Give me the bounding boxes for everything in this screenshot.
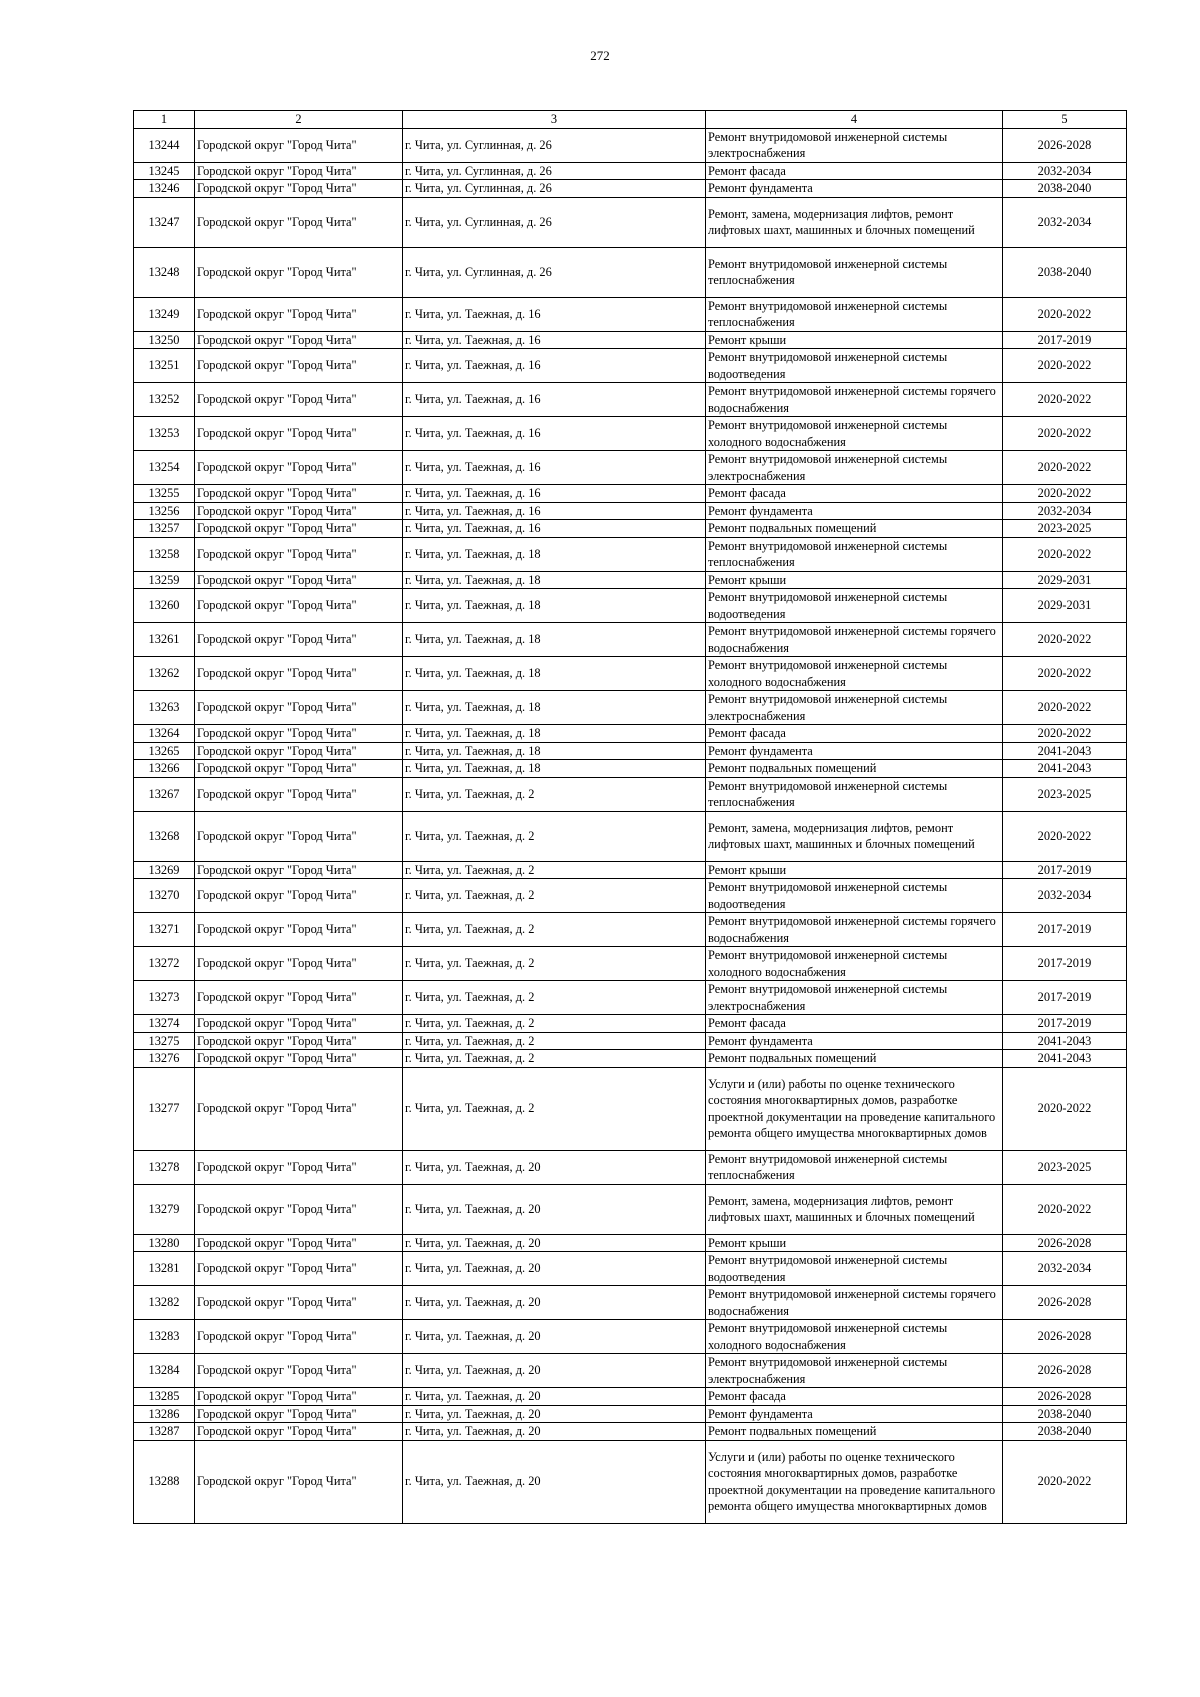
address-cell: г. Чита, ул. Таежная, д. 2 [403, 1067, 706, 1150]
work-type-cell: Ремонт крыши [706, 1234, 1003, 1252]
row-number-cell: 13278 [134, 1150, 195, 1184]
period-cell: 2020-2022 [1003, 657, 1127, 691]
column-header-2: 2 [195, 111, 403, 129]
row-number-cell: 13271 [134, 913, 195, 947]
work-type-cell: Ремонт внутридомовой инженерной системы водоотведения [706, 589, 1003, 623]
address-cell: г. Чита, ул. Таежная, д. 16 [403, 331, 706, 349]
table-row [134, 913, 1127, 947]
municipality-cell: Городской округ "Город Чита" [195, 571, 403, 589]
work-type-cell: Услуги и (или) работы по оценке технического состояния многоквартирных домов, разработке проектной документации на проведение капитального ремонта общего имущества многоквартирных домов [706, 1067, 1003, 1150]
table-row [134, 981, 1127, 1015]
address-cell: г. Чита, ул. Таежная, д. 18 [403, 571, 706, 589]
row-number-cell: 13252 [134, 383, 195, 417]
work-type-cell: Ремонт фундамента [706, 1032, 1003, 1050]
work-type-cell: Ремонт внутридомовой инженерной системы теплоснабжения [706, 777, 1003, 811]
table-row [134, 128, 1127, 162]
row-number-cell: 13245 [134, 162, 195, 180]
period-cell: 2020-2022 [1003, 691, 1127, 725]
address-cell: г. Чита, ул. Суглинная, д. 26 [403, 247, 706, 297]
municipality-cell: Городской округ "Город Чита" [195, 861, 403, 879]
table-row [134, 247, 1127, 297]
table-row [134, 1032, 1127, 1050]
period-cell: 2041-2043 [1003, 1050, 1127, 1068]
work-type-cell: Ремонт внутридомовой инженерной системы теплоснабжения [706, 247, 1003, 297]
row-number-cell: 13266 [134, 760, 195, 778]
municipality-cell: Городской округ "Город Чита" [195, 502, 403, 520]
work-type-cell: Ремонт фасада [706, 162, 1003, 180]
row-number-cell: 13261 [134, 623, 195, 657]
table-row [134, 1234, 1127, 1252]
row-number-cell: 13286 [134, 1405, 195, 1423]
table-row [134, 1252, 1127, 1286]
row-number-cell: 13264 [134, 725, 195, 743]
address-cell: г. Чита, ул. Таежная, д. 16 [403, 520, 706, 538]
work-type-cell: Ремонт внутридомовой инженерной системы водоотведения [706, 1252, 1003, 1286]
period-cell: 2020-2022 [1003, 725, 1127, 743]
municipality-cell: Городской округ "Город Чита" [195, 1234, 403, 1252]
period-cell: 2029-2031 [1003, 589, 1127, 623]
address-cell: г. Чита, ул. Таежная, д. 20 [403, 1286, 706, 1320]
period-cell: 2023-2025 [1003, 1150, 1127, 1184]
municipality-cell: Городской округ "Город Чита" [195, 417, 403, 451]
table-row [134, 1184, 1127, 1234]
period-cell: 2041-2043 [1003, 1032, 1127, 1050]
work-type-cell: Ремонт фундамента [706, 742, 1003, 760]
period-cell: 2026-2028 [1003, 1354, 1127, 1388]
work-type-cell: Ремонт внутридомовой инженерной системы теплоснабжения [706, 1150, 1003, 1184]
row-number-cell: 13267 [134, 777, 195, 811]
table-row [134, 485, 1127, 503]
municipality-cell: Городской округ "Город Чита" [195, 742, 403, 760]
work-type-cell: Ремонт внутридомовой инженерной системы электроснабжения [706, 1354, 1003, 1388]
address-cell: г. Чита, ул. Таежная, д. 18 [403, 760, 706, 778]
period-cell: 2023-2025 [1003, 520, 1127, 538]
table-row [134, 811, 1127, 861]
period-cell: 2020-2022 [1003, 1184, 1127, 1234]
address-cell: г. Чита, ул. Таежная, д. 2 [403, 1015, 706, 1033]
period-cell: 2032-2034 [1003, 162, 1127, 180]
municipality-cell: Городской округ "Город Чита" [195, 1388, 403, 1406]
work-type-cell: Ремонт внутридомовой инженерной системы холодного водоснабжения [706, 1320, 1003, 1354]
row-number-cell: 13279 [134, 1184, 195, 1234]
work-type-cell: Ремонт внутридомовой инженерной системы электроснабжения [706, 451, 1003, 485]
address-cell: г. Чита, ул. Таежная, д. 20 [403, 1320, 706, 1354]
municipality-cell: Городской округ "Город Чита" [195, 1252, 403, 1286]
period-cell: 2041-2043 [1003, 760, 1127, 778]
row-number-cell: 13251 [134, 349, 195, 383]
table-row [134, 180, 1127, 198]
work-type-cell: Ремонт фасада [706, 485, 1003, 503]
table-row [134, 383, 1127, 417]
period-cell: 2017-2019 [1003, 913, 1127, 947]
row-number-cell: 13283 [134, 1320, 195, 1354]
address-cell: г. Чита, ул. Таежная, д. 18 [403, 623, 706, 657]
period-cell: 2038-2040 [1003, 247, 1127, 297]
row-number-cell: 13256 [134, 502, 195, 520]
work-type-cell: Ремонт подвальных помещений [706, 1423, 1003, 1441]
row-number-cell: 13288 [134, 1440, 195, 1523]
period-cell: 2041-2043 [1003, 742, 1127, 760]
period-cell: 2017-2019 [1003, 947, 1127, 981]
address-cell: г. Чита, ул. Таежная, д. 2 [403, 811, 706, 861]
table-row [134, 197, 1127, 247]
work-type-cell: Ремонт фасада [706, 1388, 1003, 1406]
address-cell: г. Чита, ул. Таежная, д. 20 [403, 1252, 706, 1286]
table-row [134, 777, 1127, 811]
work-type-cell: Ремонт внутридомовой инженерной системы теплоснабжения [706, 297, 1003, 331]
row-number-cell: 13255 [134, 485, 195, 503]
municipality-cell: Городской округ "Город Чита" [195, 180, 403, 198]
period-cell: 2020-2022 [1003, 349, 1127, 383]
address-cell: г. Чита, ул. Таежная, д. 18 [403, 589, 706, 623]
address-cell: г. Чита, ул. Таежная, д. 16 [403, 297, 706, 331]
municipality-cell: Городской округ "Город Чита" [195, 297, 403, 331]
period-cell: 2020-2022 [1003, 623, 1127, 657]
municipality-cell: Городской округ "Город Чита" [195, 247, 403, 297]
page-number: 272 [590, 48, 610, 63]
address-cell: г. Чита, ул. Таежная, д. 20 [403, 1388, 706, 1406]
row-number-cell: 13248 [134, 247, 195, 297]
table-row [134, 331, 1127, 349]
period-cell: 2026-2028 [1003, 1234, 1127, 1252]
table-row [134, 1050, 1127, 1068]
municipality-cell: Городской округ "Город Чита" [195, 1423, 403, 1441]
address-cell: г. Чита, ул. Таежная, д. 18 [403, 537, 706, 571]
municipality-cell: Городской округ "Город Чита" [195, 913, 403, 947]
table-row [134, 947, 1127, 981]
address-cell: г. Чита, ул. Таежная, д. 20 [403, 1440, 706, 1523]
table-row [134, 623, 1127, 657]
municipality-cell: Городской округ "Город Чита" [195, 691, 403, 725]
municipality-cell: Городской округ "Город Чита" [195, 657, 403, 691]
row-number-cell: 13263 [134, 691, 195, 725]
address-cell: г. Чита, ул. Таежная, д. 16 [403, 417, 706, 451]
row-number-cell: 13254 [134, 451, 195, 485]
address-cell: г. Чита, ул. Суглинная, д. 26 [403, 128, 706, 162]
table-row [134, 879, 1127, 913]
table-row [134, 589, 1127, 623]
address-cell: г. Чита, ул. Таежная, д. 16 [403, 485, 706, 503]
work-type-cell: Ремонт фасада [706, 1015, 1003, 1033]
period-cell: 2017-2019 [1003, 981, 1127, 1015]
table-row [134, 691, 1127, 725]
address-cell: г. Чита, ул. Таежная, д. 20 [403, 1184, 706, 1234]
municipality-cell: Городской округ "Город Чита" [195, 520, 403, 538]
row-number-cell: 13250 [134, 331, 195, 349]
row-number-cell: 13275 [134, 1032, 195, 1050]
table-row [134, 417, 1127, 451]
period-cell: 2026-2028 [1003, 1286, 1127, 1320]
work-type-cell: Ремонт, замена, модернизация лифтов, ремонт лифтовых шахт, машинных и блочных помещений [706, 1184, 1003, 1234]
row-number-cell: 13272 [134, 947, 195, 981]
work-type-cell: Ремонт внутридомовой инженерной системы электроснабжения [706, 691, 1003, 725]
municipality-cell: Городской округ "Город Чита" [195, 451, 403, 485]
period-cell: 2038-2040 [1003, 1423, 1127, 1441]
table-row [134, 1320, 1127, 1354]
address-cell: г. Чита, ул. Таежная, д. 16 [403, 349, 706, 383]
period-cell: 2026-2028 [1003, 1388, 1127, 1406]
address-cell: г. Чита, ул. Таежная, д. 20 [403, 1234, 706, 1252]
address-cell: г. Чита, ул. Таежная, д. 2 [403, 981, 706, 1015]
municipality-cell: Городской округ "Город Чита" [195, 128, 403, 162]
work-type-cell: Ремонт, замена, модернизация лифтов, ремонт лифтовых шахт, машинных и блочных помещений [706, 197, 1003, 247]
municipality-cell: Городской округ "Город Чита" [195, 197, 403, 247]
address-cell: г. Чита, ул. Таежная, д. 16 [403, 451, 706, 485]
work-type-cell: Ремонт подвальных помещений [706, 1050, 1003, 1068]
municipality-cell: Городской округ "Город Чита" [195, 537, 403, 571]
column-header-1: 1 [134, 111, 195, 129]
municipality-cell: Городской округ "Город Чита" [195, 777, 403, 811]
period-cell: 2017-2019 [1003, 861, 1127, 879]
municipality-cell: Городской округ "Город Чита" [195, 1150, 403, 1184]
address-cell: г. Чита, ул. Таежная, д. 18 [403, 725, 706, 743]
table-row [134, 1388, 1127, 1406]
work-type-cell: Ремонт фундамента [706, 502, 1003, 520]
column-number-row [134, 111, 1127, 129]
work-type-cell: Ремонт внутридомовой инженерной системы холодного водоснабжения [706, 947, 1003, 981]
municipality-cell: Городской округ "Город Чита" [195, 1032, 403, 1050]
row-number-cell: 13277 [134, 1067, 195, 1150]
row-number-cell: 13265 [134, 742, 195, 760]
municipality-cell: Городской округ "Город Чита" [195, 1067, 403, 1150]
work-type-cell: Ремонт фасада [706, 725, 1003, 743]
table-row [134, 451, 1127, 485]
period-cell: 2029-2031 [1003, 571, 1127, 589]
work-type-cell: Ремонт крыши [706, 571, 1003, 589]
address-cell: г. Чита, ул. Таежная, д. 16 [403, 502, 706, 520]
table-row [134, 502, 1127, 520]
period-cell: 2017-2019 [1003, 331, 1127, 349]
row-number-cell: 13274 [134, 1015, 195, 1033]
municipality-cell: Городской округ "Город Чита" [195, 879, 403, 913]
period-cell: 2023-2025 [1003, 777, 1127, 811]
work-type-cell: Ремонт внутридомовой инженерной системы теплоснабжения [706, 537, 1003, 571]
table-row [134, 520, 1127, 538]
row-number-cell: 13262 [134, 657, 195, 691]
address-cell: г. Чита, ул. Таежная, д. 2 [403, 1050, 706, 1068]
period-cell: 2038-2040 [1003, 1405, 1127, 1423]
address-cell: г. Чита, ул. Таежная, д. 20 [403, 1150, 706, 1184]
address-cell: г. Чита, ул. Таежная, д. 2 [403, 947, 706, 981]
address-cell: г. Чита, ул. Суглинная, д. 26 [403, 180, 706, 198]
table-row [134, 1286, 1127, 1320]
work-type-cell: Ремонт внутридомовой инженерной системы электроснабжения [706, 981, 1003, 1015]
period-cell: 2020-2022 [1003, 417, 1127, 451]
work-type-cell: Ремонт, замена, модернизация лифтов, ремонт лифтовых шахт, машинных и блочных помещений [706, 811, 1003, 861]
table-row [134, 657, 1127, 691]
address-cell: г. Чита, ул. Таежная, д. 2 [403, 777, 706, 811]
address-cell: г. Чита, ул. Таежная, д. 2 [403, 879, 706, 913]
address-cell: г. Чита, ул. Таежная, д. 18 [403, 742, 706, 760]
period-cell: 2020-2022 [1003, 1440, 1127, 1523]
municipality-cell: Городской округ "Город Чита" [195, 725, 403, 743]
period-cell: 2020-2022 [1003, 811, 1127, 861]
municipality-cell: Городской округ "Город Чита" [195, 1320, 403, 1354]
address-cell: г. Чита, ул. Таежная, д. 18 [403, 691, 706, 725]
period-cell: 2032-2034 [1003, 502, 1127, 520]
row-number-cell: 13270 [134, 879, 195, 913]
work-type-cell: Ремонт крыши [706, 861, 1003, 879]
work-type-cell: Ремонт внутридомовой инженерной системы горячего водоснабжения [706, 383, 1003, 417]
row-number-cell: 13276 [134, 1050, 195, 1068]
table-body [134, 128, 1127, 1523]
period-cell: 2020-2022 [1003, 451, 1127, 485]
row-number-cell: 13280 [134, 1234, 195, 1252]
work-type-cell: Ремонт подвальных помещений [706, 760, 1003, 778]
municipality-cell: Городской округ "Город Чита" [195, 1184, 403, 1234]
period-cell: 2020-2022 [1003, 297, 1127, 331]
work-type-cell: Ремонт внутридомовой инженерной системы водоотведения [706, 879, 1003, 913]
table-row [134, 742, 1127, 760]
table-row [134, 760, 1127, 778]
municipality-cell: Городской округ "Город Чита" [195, 589, 403, 623]
work-type-cell: Ремонт внутридомовой инженерной системы горячего водоснабжения [706, 623, 1003, 657]
address-cell: г. Чита, ул. Суглинная, д. 26 [403, 162, 706, 180]
table-row [134, 571, 1127, 589]
municipality-cell: Городской округ "Город Чита" [195, 760, 403, 778]
row-number-cell: 13268 [134, 811, 195, 861]
address-cell: г. Чита, ул. Таежная, д. 20 [403, 1423, 706, 1441]
row-number-cell: 13287 [134, 1423, 195, 1441]
table-row [134, 1440, 1127, 1523]
municipality-cell: Городской округ "Город Чита" [195, 981, 403, 1015]
municipality-cell: Городской округ "Город Чита" [195, 349, 403, 383]
period-cell: 2020-2022 [1003, 383, 1127, 417]
period-cell: 2020-2022 [1003, 537, 1127, 571]
municipality-cell: Городской округ "Город Чита" [195, 162, 403, 180]
work-type-cell: Ремонт крыши [706, 331, 1003, 349]
table-row [134, 297, 1127, 331]
address-cell: г. Чита, ул. Таежная, д. 2 [403, 861, 706, 879]
municipality-cell: Городской округ "Город Чита" [195, 1050, 403, 1068]
address-cell: г. Чита, ул. Таежная, д. 2 [403, 913, 706, 947]
row-number-cell: 13247 [134, 197, 195, 247]
row-number-cell: 13253 [134, 417, 195, 451]
repair-schedule-table [133, 110, 1127, 1524]
address-cell: г. Чита, ул. Таежная, д. 18 [403, 657, 706, 691]
table-row [134, 162, 1127, 180]
table-row [134, 1067, 1127, 1150]
row-number-cell: 13246 [134, 180, 195, 198]
address-cell: г. Чита, ул. Суглинная, д. 26 [403, 197, 706, 247]
municipality-cell: Городской округ "Город Чита" [195, 1440, 403, 1523]
row-number-cell: 13244 [134, 128, 195, 162]
row-number-cell: 13282 [134, 1286, 195, 1320]
work-type-cell: Ремонт фундамента [706, 180, 1003, 198]
municipality-cell: Городской округ "Город Чита" [195, 1286, 403, 1320]
column-header-3: 3 [403, 111, 706, 129]
row-number-cell: 13284 [134, 1354, 195, 1388]
municipality-cell: Городской округ "Город Чита" [195, 623, 403, 657]
period-cell: 2017-2019 [1003, 1015, 1127, 1033]
work-type-cell: Ремонт внутридомовой инженерной системы электроснабжения [706, 128, 1003, 162]
period-cell: 2020-2022 [1003, 1067, 1127, 1150]
row-number-cell: 13258 [134, 537, 195, 571]
period-cell: 2038-2040 [1003, 180, 1127, 198]
period-cell: 2032-2034 [1003, 879, 1127, 913]
address-cell: г. Чита, ул. Таежная, д. 2 [403, 1032, 706, 1050]
work-type-cell: Ремонт внутридомовой инженерной системы горячего водоснабжения [706, 1286, 1003, 1320]
row-number-cell: 13260 [134, 589, 195, 623]
municipality-cell: Городской округ "Город Чита" [195, 947, 403, 981]
municipality-cell: Городской округ "Город Чита" [195, 485, 403, 503]
municipality-cell: Городской округ "Город Чита" [195, 811, 403, 861]
row-number-cell: 13273 [134, 981, 195, 1015]
table-row [134, 349, 1127, 383]
work-type-cell: Ремонт фундамента [706, 1405, 1003, 1423]
table-row [134, 1405, 1127, 1423]
work-type-cell: Ремонт внутридомовой инженерной системы горячего водоснабжения [706, 913, 1003, 947]
municipality-cell: Городской округ "Город Чита" [195, 383, 403, 417]
period-cell: 2026-2028 [1003, 128, 1127, 162]
table-row [134, 861, 1127, 879]
period-cell: 2020-2022 [1003, 485, 1127, 503]
municipality-cell: Городской округ "Город Чита" [195, 1354, 403, 1388]
work-type-cell: Ремонт внутридомовой инженерной системы водоотведения [706, 349, 1003, 383]
table-row [134, 1354, 1127, 1388]
table-row [134, 1150, 1127, 1184]
work-type-cell: Ремонт внутридомовой инженерной системы холодного водоснабжения [706, 417, 1003, 451]
table-row [134, 1015, 1127, 1033]
work-type-cell: Ремонт подвальных помещений [706, 520, 1003, 538]
table-row [134, 537, 1127, 571]
row-number-cell: 13269 [134, 861, 195, 879]
row-number-cell: 13285 [134, 1388, 195, 1406]
column-header-5: 5 [1003, 111, 1127, 129]
period-cell: 2026-2028 [1003, 1320, 1127, 1354]
address-cell: г. Чита, ул. Таежная, д. 20 [403, 1405, 706, 1423]
row-number-cell: 13259 [134, 571, 195, 589]
municipality-cell: Городской округ "Город Чита" [195, 1405, 403, 1423]
municipality-cell: Городской округ "Город Чита" [195, 1015, 403, 1033]
work-type-cell: Ремонт внутридомовой инженерной системы холодного водоснабжения [706, 657, 1003, 691]
table-row [134, 725, 1127, 743]
column-header-4: 4 [706, 111, 1003, 129]
municipality-cell: Городской округ "Город Чита" [195, 331, 403, 349]
address-cell: г. Чита, ул. Таежная, д. 20 [403, 1354, 706, 1388]
table-row [134, 1423, 1127, 1441]
work-type-cell: Услуги и (или) работы по оценке технического состояния многоквартирных домов, разработке проектной документации на проведение капитального ремонта общего имущества многоквартирных домов [706, 1440, 1003, 1523]
period-cell: 2032-2034 [1003, 197, 1127, 247]
address-cell: г. Чита, ул. Таежная, д. 16 [403, 383, 706, 417]
period-cell: 2032-2034 [1003, 1252, 1127, 1286]
row-number-cell: 13257 [134, 520, 195, 538]
row-number-cell: 13281 [134, 1252, 195, 1286]
row-number-cell: 13249 [134, 297, 195, 331]
